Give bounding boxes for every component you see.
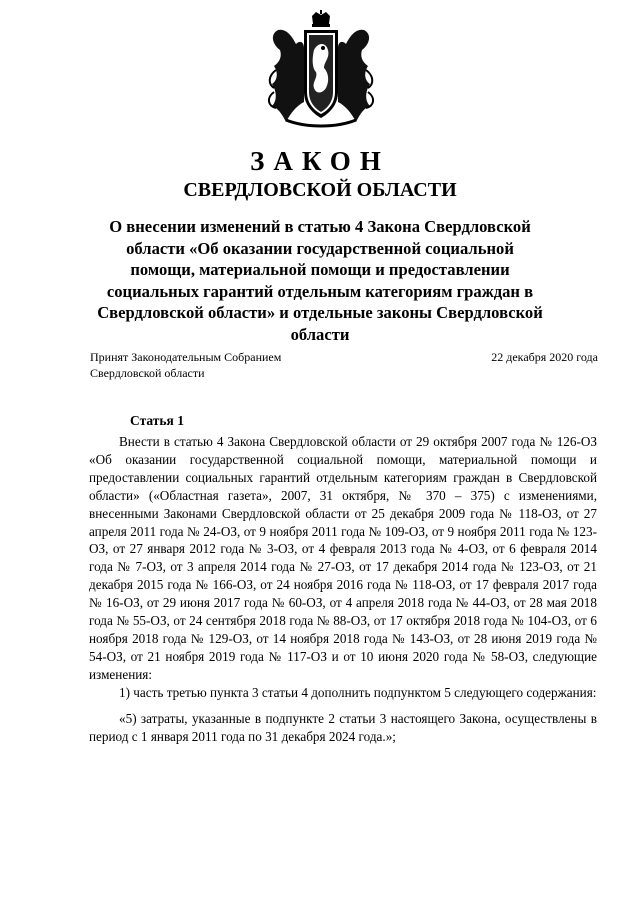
region-name: СВЕРДЛОВСКОЙ ОБЛАСТИ [183, 179, 457, 201]
article-paragraph: «5) затраты, указанные в подпункте 2 статьи 3 настоящего Закона, осуществлены в период с 1 января 2011 года по 31 декабря 2024 года.»; [89, 710, 597, 744]
adoption-line-2: Свердловской области [90, 365, 205, 380]
article-paragraph: Внести в статью 4 Закона Свердловской области от 29 октября 2007 года № 126-ОЗ «Об оказании государственной социальной помощи, материальной помощи и предоставлении социальных гарантий отдельным категориям граждан в Свердловской области» («Областная газета», 2007, 31 октября, № 370 – 375) с изменениями, внесенными Законами Свердловской области от 25 декабря 2009 года № 118-ОЗ, от 27 апреля 2011 года № 24-ОЗ, от 9 ноября 2011 года № 109-ОЗ, от 9 ноября 2011 года № 123-ОЗ, от 27 января 2012 года № 3-ОЗ, от 4 февраля 2013 года № 4-ОЗ, от 6 февраля 2014 года № 7-ОЗ, от 3 апреля 2014 года № 27-ОЗ, от 17 декабря 2014 года № 123-ОЗ, от 21 декабря 2015 года № 166-ОЗ, от 24 ноября 2016 года № 118-ОЗ, от 17 февраля 2017 года № 16-ОЗ, от 29 июня 2017 года № 60-ОЗ, от 4 апреля 2018 года № 44-ОЗ, от 28 мая 2018 года № 55-ОЗ, от 24 сентября 2018 года № 88-ОЗ, от 17 октября 2018 года № 104-ОЗ, от 6 ноября 2018 года № 129-ОЗ, от 14 ноября 2018 года № 143-ОЗ, от 28 июня 2019 года № 54-ОЗ, от 21 ноября 2019 года № 117-ОЗ и от 10 июня 2020 года № 58-ОЗ, следующие изменения: [89, 434, 597, 682]
document-type: ЗАКОН [250, 146, 390, 176]
article-heading: Статья 1 [130, 413, 184, 428]
adoption-date: 22 декабря 2020 года [491, 350, 598, 364]
adoption-info [90, 350, 370, 381]
adoption-line-1: Принят Законодательным Собранием [90, 350, 282, 364]
article-paragraph: 1) часть третью пункта 3 статьи 4 дополнить подпунктом 5 следующего содержания: [119, 684, 597, 700]
article-body [89, 433, 597, 745]
law-title: О внесении изменений в статью 4 Закона Свердловской области «Об оказании государственной социальной помощи, материальной помощи и предоставлении социальных гарантий отдельным категориям граждан в Свердловской области» и отдельные законы Свердловской области [97, 217, 543, 344]
coat-of-arms-icon [266, 10, 376, 130]
